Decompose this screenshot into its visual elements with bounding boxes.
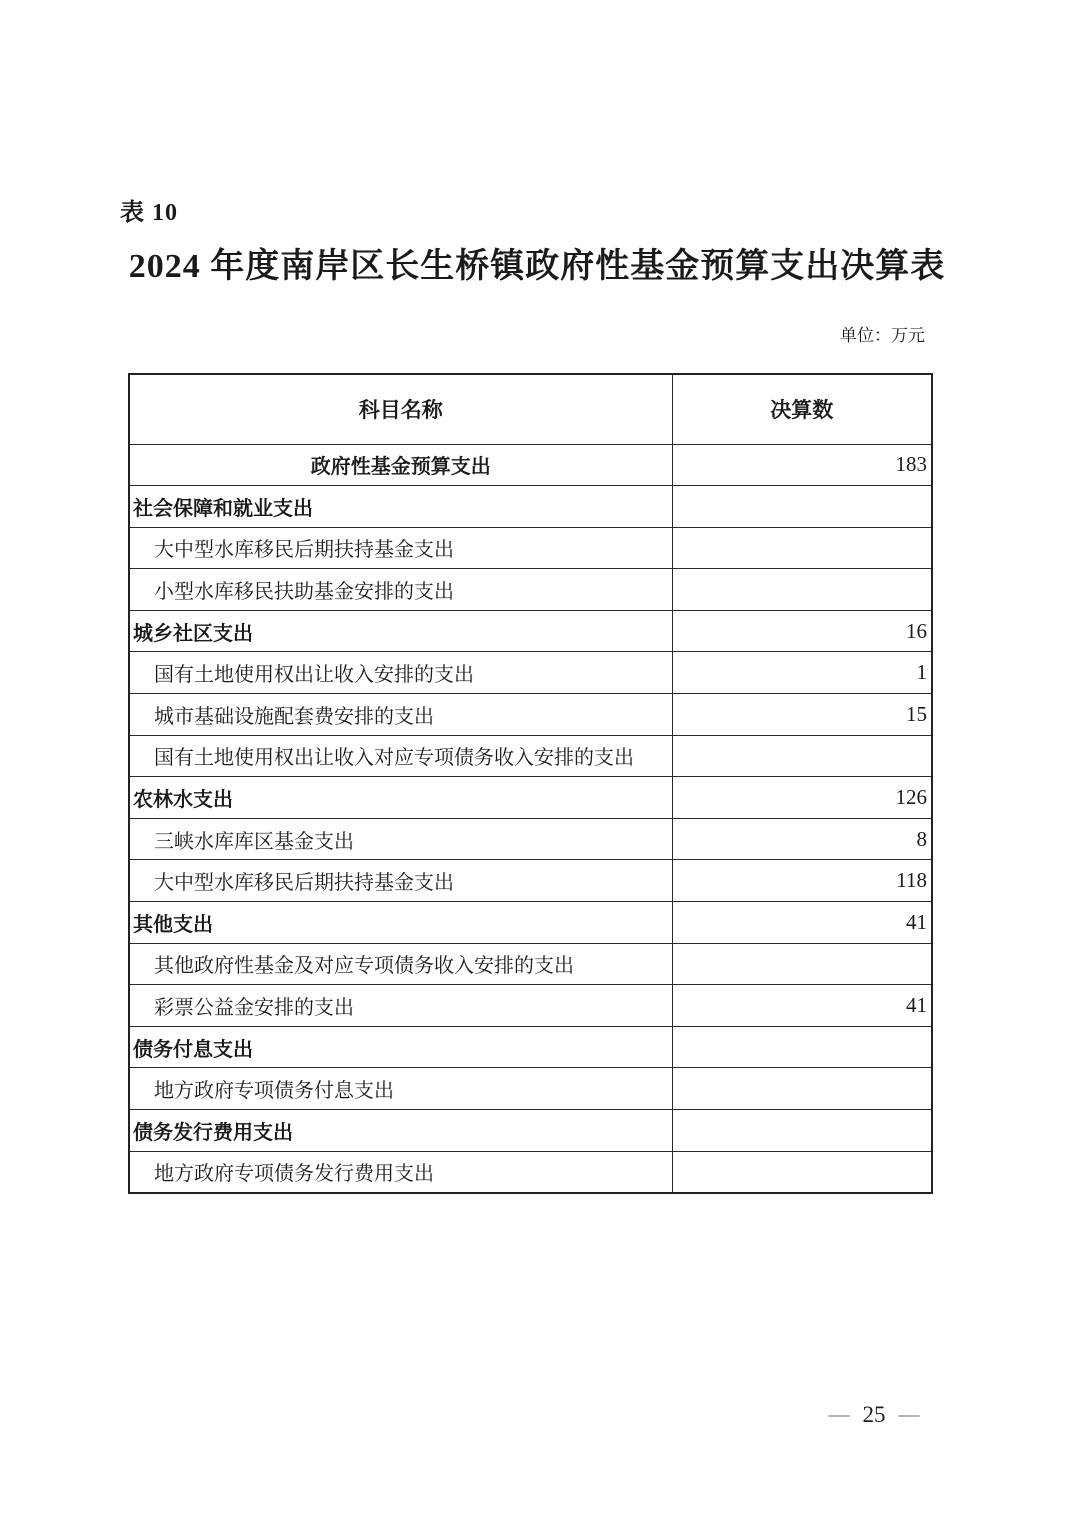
amount-cell — [672, 1068, 932, 1110]
amount-cell — [672, 735, 932, 777]
page-title: 2024 年度南岸区长生桥镇政府性基金预算支出决算表 — [128, 248, 946, 285]
page-number-left-dash: — — [828, 1402, 850, 1426]
amount-cell: 126 — [672, 777, 932, 819]
subject-name-cell: 大中型水库移民后期扶持基金支出 — [129, 527, 672, 569]
amount-cell — [672, 486, 932, 528]
subject-name-cell: 农林水支出 — [129, 777, 672, 819]
budget-table — [128, 373, 933, 1194]
table-row — [129, 444, 932, 486]
table-row — [129, 860, 932, 902]
table-row — [129, 1110, 932, 1152]
table-header-row — [129, 374, 932, 444]
subject-name-cell: 债务发行费用支出 — [129, 1110, 672, 1152]
amount-cell — [672, 943, 932, 985]
subject-name-cell: 城乡社区支出 — [129, 610, 672, 652]
table-row — [129, 943, 932, 985]
subject-name-cell: 国有土地使用权出让收入安排的支出 — [129, 652, 672, 694]
subject-name-cell: 地方政府专项债务发行费用支出 — [129, 1151, 672, 1193]
subject-name-cell: 彩票公益金安排的支出 — [129, 985, 672, 1027]
subject-name-cell: 三峡水库库区基金支出 — [129, 818, 672, 860]
subject-name-cell: 小型水库移民扶助基金安排的支出 — [129, 569, 672, 611]
subject-name-cell: 地方政府专项债务付息支出 — [129, 1068, 672, 1110]
page-number — [814, 1403, 934, 1426]
column-header-subject-name: 科目名称 — [129, 374, 672, 444]
subject-name-cell: 城市基础设施配套费安排的支出 — [129, 694, 672, 736]
amount-cell: 1 — [672, 652, 932, 694]
table-number-label: 表 10 — [120, 200, 178, 226]
page-number-value: 25 — [862, 1402, 886, 1427]
table-row — [129, 1068, 932, 1110]
amount-cell: 41 — [672, 902, 932, 944]
subject-name-cell: 债务付息支出 — [129, 1026, 672, 1068]
table-row — [129, 652, 932, 694]
amount-cell: 118 — [672, 860, 932, 902]
amount-cell: 41 — [672, 985, 932, 1027]
table-row — [129, 818, 932, 860]
subject-name-cell: 国有土地使用权出让收入对应专项债务收入安排的支出 — [129, 735, 672, 777]
amount-cell: 8 — [672, 818, 932, 860]
subject-name-cell: 其他政府性基金及对应专项债务收入安排的支出 — [129, 943, 672, 985]
table-row — [129, 694, 932, 736]
unit-note: 单位：万元 — [840, 326, 925, 345]
table-row — [129, 486, 932, 528]
subject-name-cell: 社会保障和就业支出 — [129, 486, 672, 528]
amount-cell — [672, 569, 932, 611]
amount-cell — [672, 1151, 932, 1193]
table-row — [129, 569, 932, 611]
column-header-final-amount: 决算数 — [672, 374, 932, 444]
amount-cell — [672, 527, 932, 569]
table-row — [129, 1151, 932, 1193]
subject-name-cell: 政府性基金预算支出 — [129, 444, 672, 486]
amount-cell — [672, 1110, 932, 1152]
table-row — [129, 735, 932, 777]
table-row — [129, 1026, 932, 1068]
amount-cell — [672, 1026, 932, 1068]
table-row — [129, 527, 932, 569]
page-number-right-dash: — — [898, 1402, 920, 1426]
amount-cell: 16 — [672, 610, 932, 652]
subject-name-cell: 大中型水库移民后期扶持基金支出 — [129, 860, 672, 902]
table-row — [129, 610, 932, 652]
table-row — [129, 777, 932, 819]
table-row — [129, 902, 932, 944]
subject-name-cell: 其他支出 — [129, 902, 672, 944]
table-row — [129, 985, 932, 1027]
amount-cell: 183 — [672, 444, 932, 486]
amount-cell: 15 — [672, 694, 932, 736]
